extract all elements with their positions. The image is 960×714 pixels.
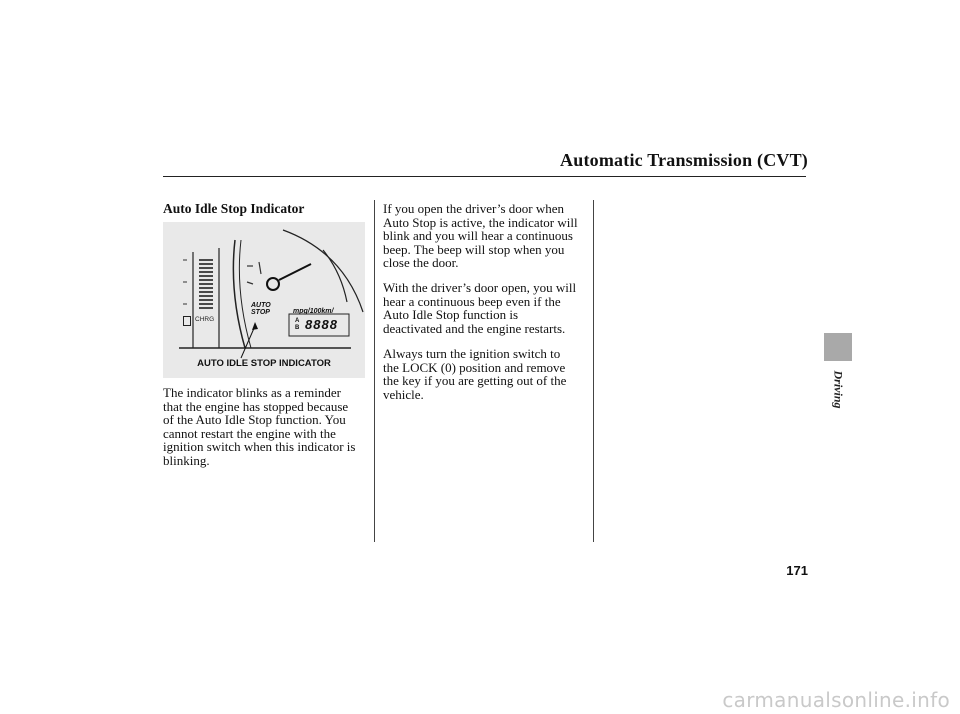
middle-paragraph-1: If you open the driver’s door when Auto Stop is active, the indicator will blink and you will hear a continuous beep. The beep will stop when you close the door. — [383, 201, 578, 270]
column-divider-1 — [374, 200, 375, 542]
fig-label-stop: STOP — [251, 309, 270, 316]
fig-label-mpg: mpg/100km/ — [293, 308, 334, 315]
page-title: Automatic Transmission (CVT) — [560, 150, 808, 170]
battery-icon — [183, 316, 191, 326]
fig-label-b: B — [295, 325, 300, 331]
section-heading: Auto Idle Stop Indicator — [163, 201, 305, 216]
left-paragraph: The indicator blinks as a reminder that the engine has stopped because of the Auto Idle Stop function. You cannot restart the engine with the ignition switch when this indicator is blinking. — [163, 385, 356, 468]
page-number: 171 — [786, 563, 808, 578]
header-divider — [163, 176, 806, 177]
fig-label-display: 8888 — [305, 317, 338, 332]
figure-caption: AUTO IDLE STOP INDICATOR — [197, 358, 331, 369]
section-side-label: Driving — [831, 370, 846, 409]
watermark: carmanualsonline.info — [722, 688, 950, 712]
fig-label-a: A — [295, 318, 300, 324]
instrument-cluster-figure — [163, 222, 365, 378]
instrument-cluster-illustration — [163, 222, 365, 378]
fig-label-auto: AUTO — [251, 302, 271, 309]
fig-label-chrg: CHRG — [195, 316, 215, 323]
column-divider-2 — [593, 200, 594, 542]
middle-paragraph-3: Always turn the ignition switch to the LOCK (0) position and remove the key if you are getting out of the vehicle. — [383, 346, 567, 402]
middle-paragraph-2: With the driver’s door open, you will hear a continuous beep even if the Auto Idle Stop function is deactivated and the engine restarts. — [383, 280, 577, 336]
